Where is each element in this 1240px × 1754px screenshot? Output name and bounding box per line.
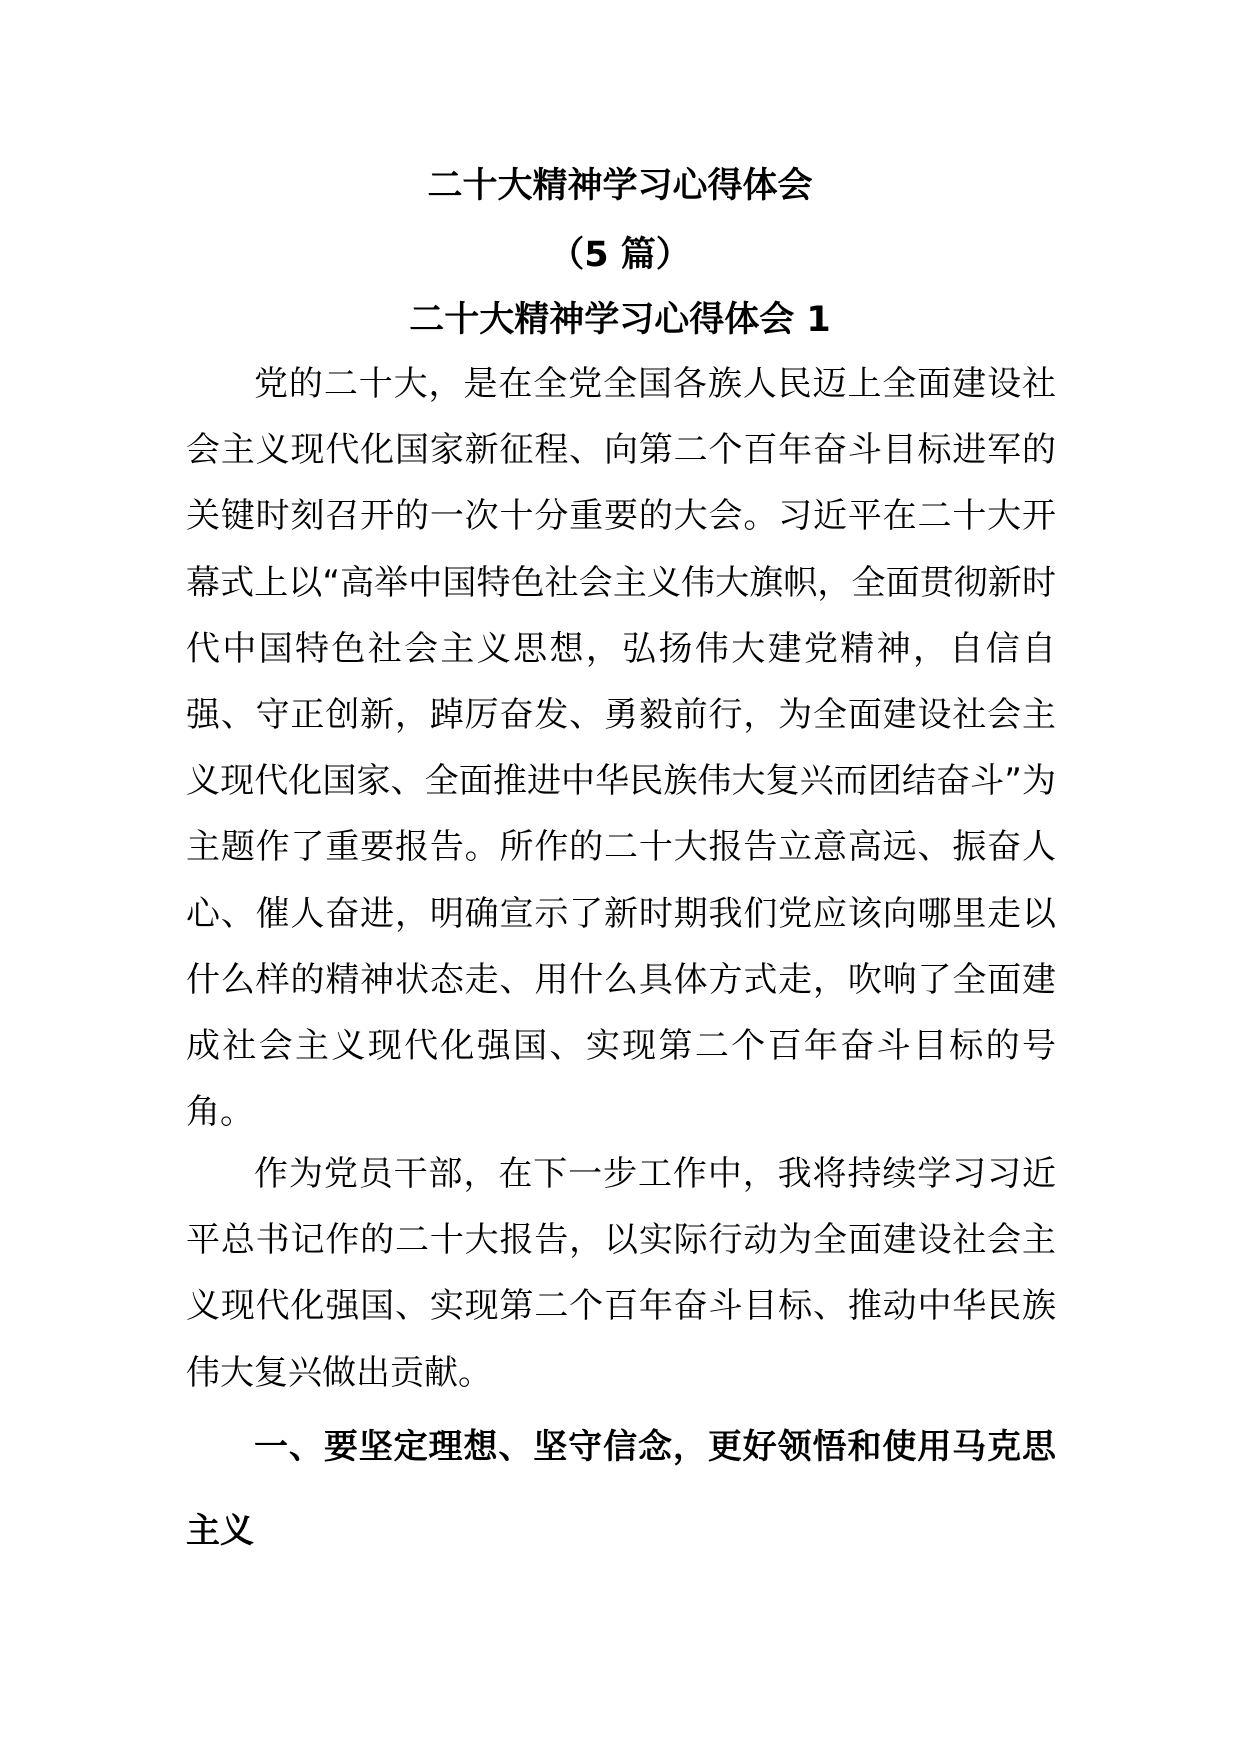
section-title: 二十大精神学习心得体会 1 [409,300,831,340]
document-title: 二十大精神学习心得体会 [427,166,813,206]
body-paragraph: 作为党员干部，在下一步工作中，我将持续学习习近平总书记作的二十大报告，以实际行动为全面建设社会主义现代化强国、实现第二个百年奋斗目标、推动中华民族伟大复兴做出贡献。 [186,1154,1056,1393]
subsection-heading: 一、要坚定理想、坚守信念，更好领悟和使用马克思主义 [186,1427,1056,1551]
body-paragraph: 党的二十大，是在全党全国各族人民迈上全面建设社会主义现代化国家新征程、向第二个百年奋斗目标进军的关键时刻召开的一次十分重要的大会。习近平在二十大开幕式上以“高举中国特色社会主义伟大旗帜，全面贯彻新时代中国特色社会主义思想，弘扬伟大建党精神，自信自强、守正创新，踔厉奋发、勇毅前行，为全面建设社会主义现代化国家、全面推进中华民族伟大复兴而团结奋斗”为主题作了重要报告。所作的二十大报告立意高远、振奋人心、催人奋进，明确宣示了新时期我们党应该向哪里走以什么样的精神状态走、用什么具体方式走，吹响了全面建成社会主义现代化强国、实现第二个百年奋斗目标的号角。 [186,364,1056,1133]
document-count: （5 篇） [549,235,691,275]
